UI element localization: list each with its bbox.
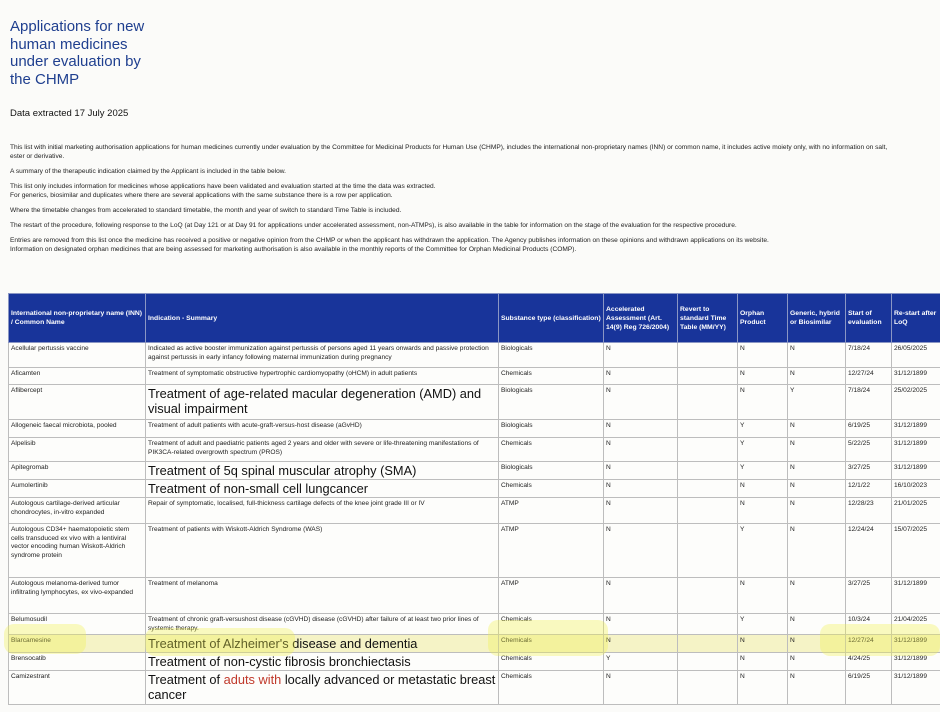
cell-start: 7/18/24	[846, 343, 892, 368]
cell-orphan: N	[738, 498, 788, 524]
intro-paragraph: For generics, biosimilar and duplicates where there are several applications with the same substance there is a row per application.	[10, 192, 393, 199]
cell-restart: 15/07/2025	[892, 524, 940, 578]
cell-orphan: Y	[738, 462, 788, 480]
cell-inn: Belumosudil	[9, 614, 146, 635]
cell-generic: N	[788, 462, 846, 480]
table-row	[9, 498, 940, 524]
intro-paragraph: This list with initial marketing authorisation applications for human medicines currently under evaluation by the Committee for Medicinal Products for Human Use (CHMP), includes the international non-proprietary names (INN) or common name, it includes active moiety only, with no information on salt, ester or derivative.	[10, 144, 888, 160]
table-row	[9, 343, 940, 368]
cell-inn: Allogeneic faecal microbiota, pooled	[9, 420, 146, 438]
intro-paragraph: Where the timetable changes from accelerated to standard timetable, the month and year of switch to standard Time Table is included.	[10, 207, 402, 214]
cell-restart: 25/02/2025	[892, 385, 940, 420]
table-row	[9, 438, 940, 462]
column-header-restart: Re-start after LoQ	[892, 294, 940, 343]
cell-start: 12/1/22	[846, 480, 892, 498]
cell-revert	[678, 671, 738, 705]
column-header-revert: Revert to standard Time Table (MM/YY)	[678, 294, 738, 343]
intro-paragraph: The restart of the procedure, following response to the LoQ (at Day 121 or at Day 91 for applications under accelerated assessment, non-ATMPs), is also available in the table for information on the stage of the evaluation for the respective procedure.	[10, 222, 737, 229]
cell-indication	[146, 671, 499, 705]
column-header-indication: Indication - Summary	[146, 294, 499, 343]
cell-start: 3/27/25	[846, 462, 892, 480]
cell-type: Chemicals	[499, 635, 604, 653]
cell-revert	[678, 635, 738, 653]
cell-accelerated: N	[604, 671, 678, 705]
cell-start: 10/3/24	[846, 614, 892, 635]
cell-generic: N	[788, 635, 846, 653]
cell-type: Chemicals	[499, 653, 604, 671]
cell-type: Biologicals	[499, 385, 604, 420]
cell-indication: Treatment of Alzheimer's disease and dementia	[146, 635, 499, 653]
cell-start: 12/24/24	[846, 524, 892, 578]
cell-indication: Treatment of symptomatic obstructive hypertrophic cardiomyopathy (oHCM) in adult patients	[146, 368, 499, 385]
cell-generic: N	[788, 653, 846, 671]
cell-indication: Treatment of adult and paediatric patients aged 2 years and older with severe or life-threatening manifestations of PIK3CA-related overgrowth spectrum (PROS)	[146, 438, 499, 462]
cell-inn: Aficamten	[9, 368, 146, 385]
cell-inn: Brensocatib	[9, 653, 146, 671]
cell-orphan: N	[738, 671, 788, 705]
cell-revert	[678, 653, 738, 671]
page-title: Applications for new human medicines under evaluation by the CHMP	[10, 18, 145, 88]
cell-inn: Autologous cartilage-derived articular chondrocytes, in-vitro expanded	[9, 498, 146, 524]
table-row	[9, 524, 940, 578]
cell-type: Chemicals	[499, 368, 604, 385]
indication-text: Treatment of	[148, 672, 224, 688]
cell-accelerated: N	[604, 635, 678, 653]
cell-inn: Blarcamesine	[9, 635, 146, 653]
cell-revert	[678, 578, 738, 614]
table-row	[9, 671, 940, 705]
cell-type: Chemicals	[499, 480, 604, 498]
cell-indication: Treatment of 5q spinal muscular atrophy (SMA)	[146, 462, 499, 480]
cell-start: 7/18/24	[846, 385, 892, 420]
cell-orphan: N	[738, 635, 788, 653]
cell-type: ATMP	[499, 524, 604, 578]
cell-revert	[678, 614, 738, 635]
table-header-row	[9, 294, 940, 343]
table-row	[9, 653, 940, 671]
intro-paragraph: Information on designated orphan medicines that are being assessed for marketing authorisation is also available in the monthly reports of the Committee for Orphan Medicinal Products (COMP).	[10, 246, 577, 253]
cell-restart: 21/01/2025	[892, 498, 940, 524]
cell-indication: Treatment of adult patients with acute-graft-versus-host disease (aGvHD)	[146, 420, 499, 438]
cell-restart: 31/12/1899	[892, 438, 940, 462]
cell-start: 12/27/24	[846, 368, 892, 385]
cell-orphan: Y	[738, 420, 788, 438]
cell-indication: Treatment of non-cystic fibrosis bronchiectasis	[146, 653, 499, 671]
cell-orphan: N	[738, 653, 788, 671]
cell-start: 6/19/25	[846, 420, 892, 438]
cell-accelerated: N	[604, 462, 678, 480]
column-header-orphan: Orphan Product	[738, 294, 788, 343]
table-row	[9, 462, 940, 480]
cell-orphan: N	[738, 578, 788, 614]
cell-restart: 31/12/1899	[892, 671, 940, 705]
cell-revert	[678, 524, 738, 578]
cell-revert	[678, 343, 738, 368]
column-header-inn: International non-proprietary name (INN) / Common Name	[9, 294, 146, 343]
intro-text	[10, 143, 895, 254]
cell-accelerated: N	[604, 420, 678, 438]
cell-start: 3/27/25	[846, 578, 892, 614]
cell-type: ATMP	[499, 498, 604, 524]
cell-indication: Treatment of non-small cell lungcancer	[146, 480, 499, 498]
cell-inn: Autologous CD34+ haematopoietic stem cells transduced ex vivo with a lentiviral vector encoding human Wiskott-Aldrich syndrome protein	[9, 524, 146, 578]
cell-type: Biologicals	[499, 343, 604, 368]
table-row	[9, 385, 940, 420]
cell-generic: N	[788, 420, 846, 438]
table-row	[9, 614, 940, 635]
cell-start: 4/24/25	[846, 653, 892, 671]
cell-accelerated: N	[604, 480, 678, 498]
column-header-accelerated: Accelerated Assessment (Art. 14(9) Reg 726/2004)	[604, 294, 678, 343]
cell-orphan: N	[738, 343, 788, 368]
cell-accelerated: Y	[604, 653, 678, 671]
cell-start: 12/27/24	[846, 635, 892, 653]
cell-accelerated: N	[604, 524, 678, 578]
cell-indication: Treatment of chronic graft-versushost disease (cGVHD) disease (cGVHD) after failure of at least two prior lines of systemic therapy.	[146, 614, 499, 635]
cell-revert	[678, 385, 738, 420]
table-row	[9, 480, 940, 498]
cell-generic: N	[788, 524, 846, 578]
cell-revert	[678, 420, 738, 438]
cell-indication: Indicated as active booster immunization against pertussis of persons aged 11 years onwards and passive protection against pertussis in early infancy following maternal immunization during pregnancy	[146, 343, 499, 368]
cell-indication: Repair of symptomatic, localised, full-thickness cartilage defects of the knee joint grade III or IV	[146, 498, 499, 524]
cell-generic: Y	[788, 385, 846, 420]
intro-paragraph: Entries are removed from this list once the medicine has received a positive or negative opinion from the CHMP or when the applicant has withdrawn the application. The Agency publishes information on these opinions and withdrawn applications on its website.	[10, 237, 769, 244]
cell-revert	[678, 462, 738, 480]
cell-orphan: Y	[738, 524, 788, 578]
cell-accelerated: N	[604, 368, 678, 385]
cell-type: Biologicals	[499, 462, 604, 480]
cell-indication: Treatment of patients with Wiskott-Aldrich Syndrome (WAS)	[146, 524, 499, 578]
cell-indication: Treatment of melanoma	[146, 578, 499, 614]
cell-generic: N	[788, 671, 846, 705]
table-row	[9, 420, 940, 438]
cell-orphan: Y	[738, 438, 788, 462]
cell-type: Chemicals	[499, 438, 604, 462]
cell-restart: 31/12/1899	[892, 635, 940, 653]
data-extracted-date: Data extracted 17 July 2025	[10, 108, 129, 119]
cell-indication: Treatment of age-related macular degeneration (AMD) and visual impairment	[146, 385, 499, 420]
cell-revert	[678, 368, 738, 385]
cell-orphan: N	[738, 385, 788, 420]
cell-generic: N	[788, 480, 846, 498]
cell-type: Biologicals	[499, 420, 604, 438]
cell-restart: 31/12/1899	[892, 420, 940, 438]
cell-restart: 21/04/2025	[892, 614, 940, 635]
cell-accelerated: N	[604, 498, 678, 524]
cell-orphan: N	[738, 480, 788, 498]
indication-text: locally advanced or metastatic breast cancer	[148, 672, 496, 703]
table-row	[9, 368, 940, 385]
cell-inn: Acellular pertussis vaccine	[9, 343, 146, 368]
cell-accelerated: N	[604, 614, 678, 635]
indication-text-red: aduts with	[223, 672, 282, 688]
cell-restart: 16/10/2023	[892, 480, 940, 498]
cell-accelerated: N	[604, 343, 678, 368]
cell-restart: 31/12/1899	[892, 578, 940, 614]
intro-paragraph: A summary of the therapeutic indication claimed by the Applicant is included in the table below.	[10, 168, 286, 175]
cell-generic: N	[788, 614, 846, 635]
cell-accelerated: N	[604, 385, 678, 420]
cell-generic: N	[788, 343, 846, 368]
cell-inn: Aflibercept	[9, 385, 146, 420]
cell-start: 5/22/25	[846, 438, 892, 462]
cell-start: 6/19/25	[846, 671, 892, 705]
cell-inn: Autologous melanoma-derived tumor infiltrating lymphocytes, ex vivo-expanded	[9, 578, 146, 614]
cell-generic: N	[788, 368, 846, 385]
cell-generic: N	[788, 498, 846, 524]
table-row	[9, 578, 940, 614]
cell-inn: Camizestrant	[9, 671, 146, 705]
column-header-generic: Generic, hybrid or Biosimilar	[788, 294, 846, 343]
cell-revert	[678, 498, 738, 524]
cell-revert	[678, 480, 738, 498]
cell-orphan: N	[738, 368, 788, 385]
cell-generic: N	[788, 578, 846, 614]
cell-inn: Alpelisib	[9, 438, 146, 462]
cell-accelerated: N	[604, 438, 678, 462]
cell-start: 12/28/23	[846, 498, 892, 524]
cell-inn: Apitegromab	[9, 462, 146, 480]
cell-restart: 31/12/1899	[892, 653, 940, 671]
cell-type: ATMP	[499, 578, 604, 614]
cell-restart: 31/12/1899	[892, 462, 940, 480]
cell-inn: Aumolertinib	[9, 480, 146, 498]
cell-restart: 26/05/2025	[892, 343, 940, 368]
applications-table	[8, 293, 940, 705]
cell-accelerated: N	[604, 578, 678, 614]
intro-paragraph: This list only includes information for medicines whose applications have been validated and evaluation started at the time the data was extracted.	[10, 183, 436, 190]
cell-restart: 31/12/1899	[892, 368, 940, 385]
cell-type: Chemicals	[499, 671, 604, 705]
column-header-start: Start of evaluation	[846, 294, 892, 343]
cell-type: Chemicals	[499, 614, 604, 635]
table-row-highlighted	[9, 635, 940, 653]
cell-revert	[678, 438, 738, 462]
cell-generic: N	[788, 438, 846, 462]
column-header-substance-type: Substance type (classification)	[499, 294, 604, 343]
cell-orphan: Y	[738, 614, 788, 635]
